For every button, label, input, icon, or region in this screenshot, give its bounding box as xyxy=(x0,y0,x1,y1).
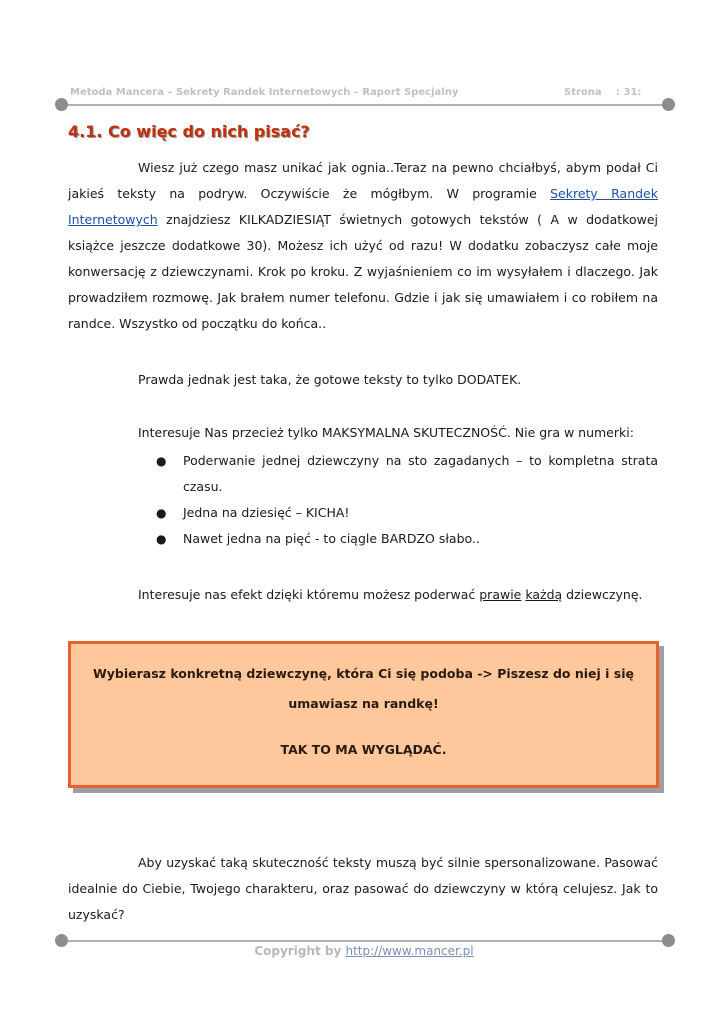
list-item-text: Nawet jedna na pięć - to ciągle BARDZO słabo.. xyxy=(183,531,480,546)
statement-line: Interesuje Nas przecież tylko MAKSYMALNA SKUTECZNOŚĆ. Nie gra w numerki: xyxy=(138,425,634,440)
paragraph-intro xyxy=(68,155,658,337)
page-label: Strona xyxy=(564,87,602,98)
statement-line: Prawda jednak jest taka, że gotowe teksty to tylko DODATEK. xyxy=(138,372,522,387)
line-text: dziewczynę. xyxy=(562,587,643,602)
header-rule xyxy=(62,104,668,106)
callout-box xyxy=(68,641,659,788)
bullet-icon: ● xyxy=(156,454,167,468)
program-link[interactable]: Sekrety Randek Internetowych xyxy=(68,186,658,227)
bullet-list xyxy=(138,448,658,552)
page-footer xyxy=(0,944,728,958)
underlined-word: każdą xyxy=(525,587,563,602)
statement-line xyxy=(138,587,642,602)
section-heading: 4.1. Co więc do nich pisać? xyxy=(68,122,310,141)
list-item xyxy=(138,526,658,552)
list-item xyxy=(138,500,658,526)
document-title: Metoda Mancera – Sekrety Randek Internetowych – Raport Specjalny xyxy=(70,87,459,98)
callout-emphasis: TAK TO MA WYGLĄDAĆ. xyxy=(280,742,447,757)
rule-end-dot-icon xyxy=(55,98,68,111)
bullet-icon: ● xyxy=(156,506,167,520)
paragraph-closing: Aby uzyskać taką skuteczność teksty muszą być silnie spersonalizowane. Pasować idealnie do Ciebie, Twojego charakteru, oraz pasować do dziewczyny w którą celujesz. Jak to uzyskać? xyxy=(68,855,658,922)
page-number: : 31: xyxy=(616,87,642,98)
copyright-text: Copyright by xyxy=(254,944,342,958)
line-text: Interesuje nas efekt dzięki któremu możesz poderwać xyxy=(138,587,480,602)
paragraph-text: Wiesz już czego masz unikać jak ognia..Teraz na pewno chciałbyś, abym podał Ci jakieś teksty na podryw. Oczywiście że mógłbym. W programie xyxy=(68,160,658,201)
paragraph-text: znajdziesz KILKADZIESIĄT świetnych gotowych tekstów ( A w dodatkowej książce jeszcze dodatkowe 30). Możesz ich użyć od razu! W dodatku zobaczysz całe moje konwersację z dziewczynami. Krok po kroku. Z wyjaśnieniem co im wysyłałem i dlaczego. Jak prowadziłem rozmowę. Jak brałem numer telefonu. Gdzie i jak się umawiałem i co robiłem na randce. Wszystko od początku do końca.. xyxy=(68,212,658,331)
underlined-word: prawie xyxy=(479,587,522,602)
callout-text: umawiasz na randkę! xyxy=(288,696,439,711)
list-item xyxy=(138,448,658,500)
list-item-text: Poderwanie jednej dziewczyny na sto zagadanych – to kompletna strata czasu. xyxy=(183,453,658,494)
rule-end-dot-icon xyxy=(662,98,675,111)
footer-rule xyxy=(62,940,668,942)
bullet-icon: ● xyxy=(156,532,167,546)
list-item-text: Jedna na dziesięć – KICHA! xyxy=(183,505,350,520)
callout-text: Wybierasz konkretną dziewczynę, która Ci się podoba -> Piszesz do niej i się xyxy=(93,666,634,681)
website-link[interactable]: http://www.mancer.pl xyxy=(345,944,474,958)
